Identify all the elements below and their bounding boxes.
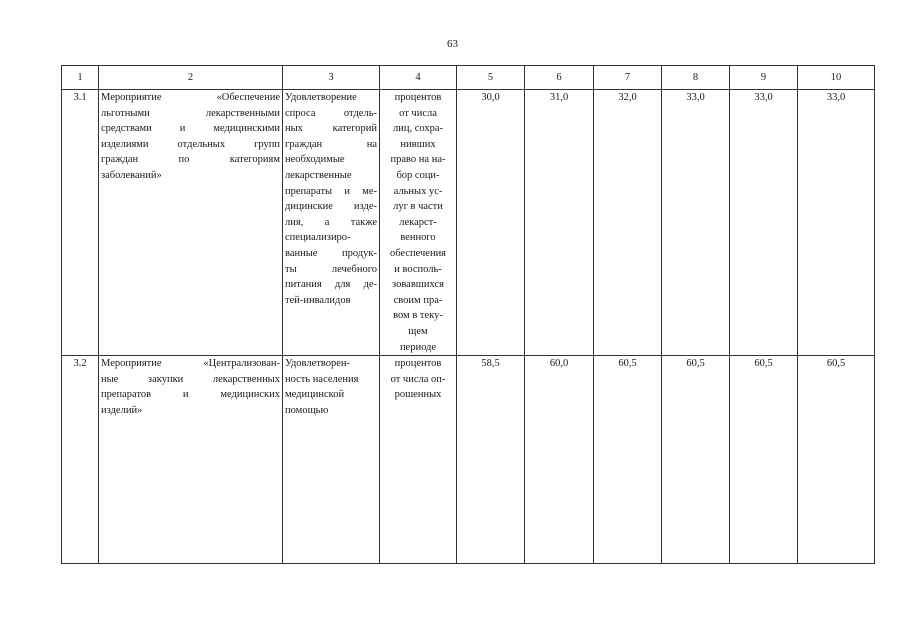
table-row	[62, 90, 875, 356]
unit-of-measure: процентов от числа оп- рошенных	[380, 356, 457, 564]
indicator-name: Удовлетворен- ность населения медицинской помощью	[283, 356, 380, 564]
header-cell: 6	[525, 66, 594, 90]
header-cell: 1	[62, 66, 99, 90]
header-cell: 10	[798, 66, 875, 90]
table-header-row	[62, 66, 875, 90]
table-row	[62, 356, 875, 564]
value-cell: 31,0	[525, 90, 594, 356]
measure-name: Мероприятие «Обеспечение льготными лекарственными средствами и медицинскими изделиями отдельных групп граждан по категориям заболеваний»	[99, 90, 283, 356]
value-cell: 32,0	[594, 90, 662, 356]
header-cell: 2	[99, 66, 283, 90]
header-cell: 7	[594, 66, 662, 90]
header-cell: 9	[730, 66, 798, 90]
value-cell: 58,5	[457, 356, 525, 564]
header-cell: 5	[457, 66, 525, 90]
indicators-table	[61, 65, 875, 564]
header-cell: 4	[380, 66, 457, 90]
value-cell: 30,0	[457, 90, 525, 356]
value-cell: 33,0	[662, 90, 730, 356]
value-cell: 60,5	[730, 356, 798, 564]
row-number: 3.2	[62, 356, 99, 564]
unit-of-measure: процентов от числа лиц, сохра- нивших право на на- бор соци- альных ус- луг в части лекарст- венного обеспечения и восполь- зовавшихся своим пра- вом в теку- щем периоде	[380, 90, 457, 356]
indicator-name: Удовлетворение спроса отдель- ных категорий граждан на необходимые лекарственные препараты и ме- дицинские изде- лия, а также специализиро- ванные продук- ты лечебного питания для де- тей-инвалидов	[283, 90, 380, 356]
value-cell: 60,5	[662, 356, 730, 564]
page-number: 63	[447, 38, 458, 50]
value-cell: 33,0	[730, 90, 798, 356]
header-cell: 8	[662, 66, 730, 90]
row-number: 3.1	[62, 90, 99, 356]
value-cell: 60,5	[798, 356, 875, 564]
measure-name: Мероприятие «Централизован- ные закупки лекарственных препаратов и медицинских изделий»	[99, 356, 283, 564]
value-cell: 60,5	[594, 356, 662, 564]
header-cell: 3	[283, 66, 380, 90]
value-cell: 33,0	[798, 90, 875, 356]
value-cell: 60,0	[525, 356, 594, 564]
